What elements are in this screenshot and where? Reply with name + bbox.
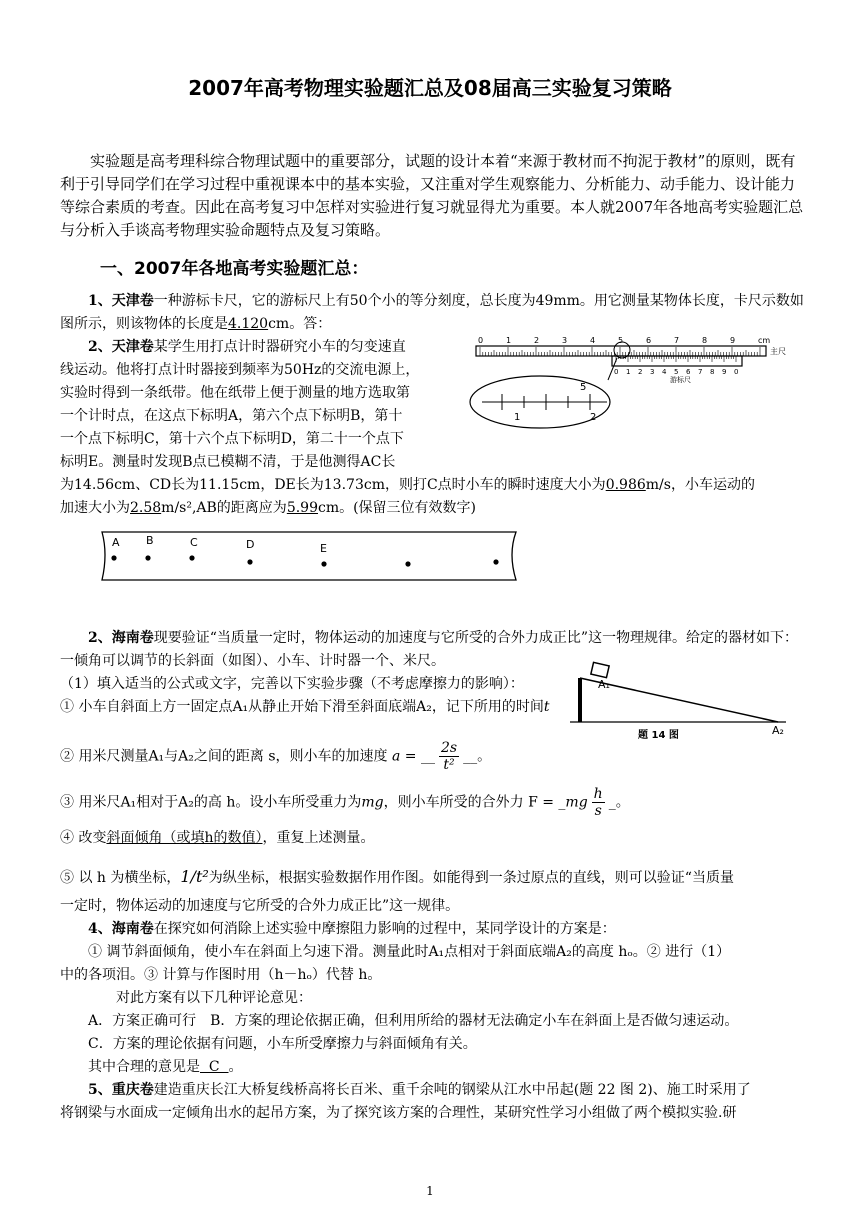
main-tick-label: 0 xyxy=(478,336,484,345)
q1-label: 1、天津卷 xyxy=(88,293,154,309)
question-5: 5、重庆卷建造重庆长江大桥复线桥高将长百米、重千余吨的钢梁从江水中吊起(题 22 图 2)、施工时采用了 将钢梁与水面成一定倾角出水的起吊方案，为了探究该方案的合理性，某研究性学习小组做了两个模拟实验.研 xyxy=(60,1082,751,1121)
vernier-tick-label: 9 xyxy=(722,368,727,376)
fig-label-a2: A₂ xyxy=(772,724,784,737)
zoom-label-5: 5 xyxy=(580,382,587,393)
q3-step5: ⑤ 以 h 为横坐标，1/t²为纵坐标，根据实验数据作用作图。如能得到一条过原点的直线，则可以验证“当质量 一定时，物体运动的加速度与它所受的合外力成正比”这一规律。 xyxy=(60,867,734,914)
question-1: 1、天津卷一种游标卡尺，它的游标尺上有50个小的等分刻度，总长度为49mm。用它测量某物体长度，卡尺示数如图所示，则该物体的长度是4.120cm。答： xyxy=(60,293,804,332)
vernier-tick-label: 0 xyxy=(614,368,619,376)
tape-label-a: A xyxy=(112,536,120,549)
vernier-tick-label: 7 xyxy=(698,368,703,376)
main-tick-label: 5 xyxy=(618,336,624,345)
page-title: 2007年高考物理实验题汇总及08届高三实验复习策略 xyxy=(188,76,672,100)
tape-dot xyxy=(111,555,116,560)
vernier-tick-label: 3 xyxy=(650,368,655,376)
main-tick-label: cm xyxy=(758,336,771,345)
q3-step4-answer: 斜面倾角（或填h的数值） xyxy=(106,830,263,846)
vernier-scale-label: 游标尺 xyxy=(670,376,691,384)
main-tick-label: 7 xyxy=(674,336,680,345)
tape-dot xyxy=(321,561,326,566)
tape-label-d: D xyxy=(246,538,255,551)
question-2: 2、天津卷某学生用打点计时器研究小车的匀变速直 线运动。他将打点计时器接到频率为50Hz的交流电源上， 实验时得到一条纸带。他在纸带上便于测量的地方选取第 一个计时点，在这点下标明A，第六个点下标明B，第十 一个点下标明C，第十六个点下标明D，第二十一个点下 标明E。测量时发现B点已模糊不清，于是他测得AC长 xyxy=(60,339,420,470)
intro-paragraph: 实验题是高考理科综合物理试题中的重要部分，试题的设计本着“来源于教材而不拘泥于教材”的原则，既有利于引导同学们在学习过程中重视课本中的基本实验，又注重对学生观察能力、分析能力、动手能力、设计能力等综合素质的考查。因此在高考复习中怎样对实验进行复习就显得尤为重要。本人就2007年各地高考实验题汇总与分析入手谈高考物理实验命题特点及复习策略。 xyxy=(60,152,804,239)
q2-accel-answer: 2.58 xyxy=(130,500,162,516)
vernier-tick-label: 1 xyxy=(626,368,631,376)
vernier-tick-label: 4 xyxy=(662,368,667,376)
vernier-tick-label: 2 xyxy=(638,368,643,376)
question-4: 4、海南卷在探究如何消除上述实验中摩擦阻力影响的过程中，某同学设计的方案是： ① 调节斜面倾角，使小车在斜面上匀速下滑。测量此时A₁点相对于斜面底端A₂的高度 hₒ。② 进行（1） 中的各项泪。③ 计算与作图时用（h－hₒ）代替 h。 对此方案有以下几种评论意见： A．方案正确可行 B．方案的理论依据正确，但利用所给的器材无法确定小车在斜面上是否做匀速运动。 C．方案的理论依据有问题，小车所受摩擦力与斜面倾角有关。 其中合理的意见是 C 。 xyxy=(60,921,739,1075)
vernier-tick-label: 5 xyxy=(674,368,679,376)
q2-ab-answer: 5.99 xyxy=(286,500,318,516)
fig-caption: 题 14 图 xyxy=(638,730,679,741)
accel-fraction: $\frac{2s}{\text{t²}}$ xyxy=(440,740,458,773)
main-tick-label: 2 xyxy=(534,336,540,345)
zoom-label-2: 2 xyxy=(590,412,597,423)
question-3-intro: 2、海南卷现要验证“当质量一定时，物体运动的加速度与它所受的合外力成正比”这一物理规律。给定的器材如下：一倾角可以调节的长斜面（如图）、小车、计时器一个、米尺。 xyxy=(60,630,799,669)
q2-label: 2、天津卷 xyxy=(88,339,154,355)
q3-step2: ② 用米尺测量A₁与A₂之间的距离 s，则小车的加速度 a = __ $\frac{2s}{\text{t²}}$ __。 xyxy=(60,740,492,773)
q2-continued: 为14.56cm、CD长为11.15cm，DE长为13.73cm，则打C点时小车的瞬时速度大小为0.986m/s，小车运动的 加速大小为2.58m/s²,AB的距离应为5.99cm。(保留三位有效数字) xyxy=(60,477,755,516)
main-tick-label: 4 xyxy=(590,336,596,345)
q2-velocity-answer: 0.986 xyxy=(605,477,646,493)
main-tick-label: 8 xyxy=(702,336,708,345)
vernier-tick-label: 8 xyxy=(710,368,715,376)
main-tick-label: 1 xyxy=(506,336,512,345)
q3-steps-top: （1）填入适当的公式或文字，完善以下实验步骤（不考虑摩擦力的影响）： ① 小车自斜面上方一固定点A₁从静止开始下滑至斜面底端A₂，记下所用的时间t xyxy=(60,676,550,715)
tape-dot xyxy=(405,561,410,566)
tape-label-b: B xyxy=(146,534,154,547)
q1-answer: 4.120 xyxy=(228,316,269,332)
fig-label-a1: A₁ xyxy=(598,678,610,691)
q4-label: 4、海南卷 xyxy=(88,921,154,937)
tape-label-c: C xyxy=(190,536,198,549)
main-tick-label: 9 xyxy=(730,336,736,345)
main-tick-label: 3 xyxy=(562,336,568,345)
tape-dot xyxy=(189,555,194,560)
q5-label: 5、重庆卷 xyxy=(88,1082,154,1098)
vernier-tick-label: 0 xyxy=(734,368,739,376)
tape-dot xyxy=(493,559,498,564)
main-tick-label: 6 xyxy=(646,336,652,345)
zoom-label-1: 1 xyxy=(514,412,521,423)
vernier-tick-label: 6 xyxy=(686,368,691,376)
tape-dot xyxy=(145,555,150,560)
q3-step4: ④ 改变斜面倾角（或填h的数值），重复上述测量。 xyxy=(60,830,375,846)
q4-answer: C xyxy=(200,1059,229,1075)
main-scale-label: 主尺 xyxy=(770,347,786,356)
section-heading: 一、2007年各地高考实验题汇总： xyxy=(100,259,369,279)
q3-step3: ③ 用米尺A₁相对于A₂的高 h。设小车所受重力为mg，则小车所受的合外力 F = _mg $\frac{h}{s}$ _。 xyxy=(60,786,630,819)
tape-dot xyxy=(247,559,252,564)
tape-label-e: E xyxy=(320,542,327,555)
vernier-caliper-figure xyxy=(462,334,802,434)
q3-label: 2、海南卷 xyxy=(88,630,154,646)
paper-tape-figure xyxy=(96,524,524,586)
incline-figure xyxy=(566,654,806,744)
force-fraction: $\frac{h}{s}$ xyxy=(593,786,603,819)
page-number: 1 xyxy=(426,1184,434,1198)
